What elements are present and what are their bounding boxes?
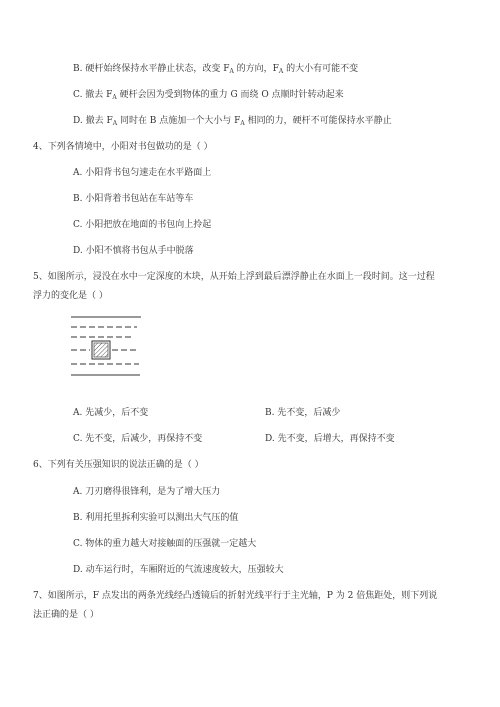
question-5-option-a: A. 先减少，后不变 [73,408,149,418]
option-b-prev: B. 硬杆始终保持水平静止状态，改变 $F_A$ 的方向，$F_A$ 的大小有可能不变 [73,64,359,75]
question-4-stem: 4、下列各情境中，小阳对书包做功的是（ ） [33,142,213,152]
question-5-option-c: C. 先不变，后减少，再保持不变 [73,434,203,444]
floating-block-figure [68,313,148,393]
question-4-option-c: C. 小阳把放在地面的书包向上拎起 [73,220,212,230]
option-c-prev: C. 撤去 $F_A$ 硬杆会因为受到物体的重力 G 而绕 O 点顺时针转动起来 [73,90,344,101]
question-6-option-a: A. 刀刃磨得很锋利，是为了增大压力 [73,487,221,497]
question-7-stem-line1: 7、如图所示，F 点发出的两条光线经凸透镜后的折射光线平行于主光轴，P 为 2 倍焦距处，则下列说 [33,591,438,601]
question-6-option-d: D. 动车运行时，车厢附近的气流速度较大，压强较大 [73,565,284,575]
question-5-option-b: B. 先不变，后减少 [265,408,341,418]
question-5-option-d: D. 先不变，后增大，再保持不变 [265,434,395,444]
question-4-option-d: D. 小阳不慎将书包从手中脱落 [73,246,194,256]
wood-block-hatching [94,343,108,357]
question-6-stem: 6、下列有关压强知识的说法正确的是（ ） [33,460,204,470]
question-6-option-b: B. 利用托里拆利实验可以测出大气压的值 [73,513,239,523]
question-7-stem-line2: 法正确的是（ ） [33,610,99,620]
option-d-prev: D. 撤去 $F_A$ 同时在 B 点施加一个大小与 $F_A$ 相同的力，硬杆不可能保持水平静止 [73,116,392,127]
question-5-stem-line1: 5、如图所示，浸没在水中一定深度的木块，从开始上浮到最后漂浮静止在水面上一段时间。这一过程 [33,272,435,282]
question-4-option-b: B. 小阳背着书包站在车站等车 [73,194,194,204]
question-5-stem-line2: 浮力的变化是（ ） [33,291,108,301]
question-4-option-a: A. 小阳背书包匀速走在水平路面上 [73,168,212,178]
question-6-option-c: C. 物体的重力越大对接触面的压强就一定越大 [73,539,257,549]
